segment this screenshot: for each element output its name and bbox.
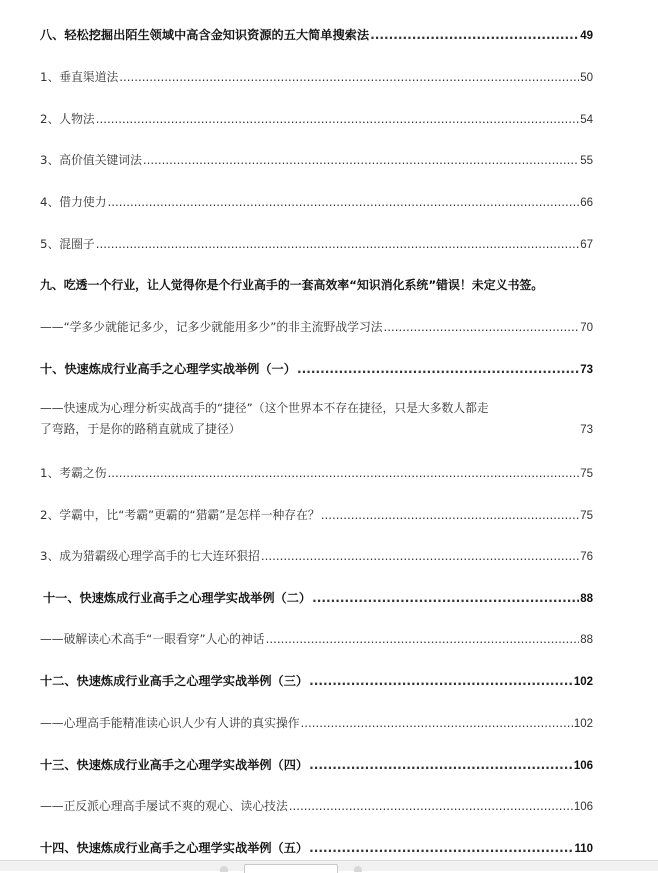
toc-page-number: 49 [580,30,593,42]
leader-dots [309,674,573,688]
leader-dots [108,195,580,209]
toc-page-number: 106 [573,801,593,813]
toc-entry-8-1[interactable] [40,68,593,85]
leader-dots [261,549,579,563]
toc-entry-8-3[interactable] [40,151,593,168]
toc-title: 2、人物法 [40,112,95,126]
leader-dots [301,716,573,730]
leader-dots [321,508,580,522]
leader-dots [309,841,573,855]
toc-entry-8-4[interactable] [40,193,593,210]
toc-page-number: 75 [580,468,593,480]
toc-page-number: 110 [574,843,593,855]
toc-page-number: 50 [580,72,593,84]
toc-page-number: 76 [580,551,593,563]
toc-title: 九、吃透一个行业，让人觉得你是个行业高手的一套高效率“知识消化系统”错误！未定义书签。 [40,278,544,292]
toc-title: 4、借力使力 [40,195,107,209]
toc-page-number: 66 [580,197,593,209]
toc-title: 3、成为猎霸级心理学高手的七大连环狠招 [40,549,260,563]
toc-title: 十一、快速炼成行业高手之心理学实战举例（二） [43,591,312,605]
leader-dots [266,632,580,646]
toc-heading-10[interactable] [40,360,593,377]
toc-page-number: 88 [580,593,593,605]
toc-entry-13-sub[interactable] [40,797,593,814]
toc-entry-11-sub[interactable] [40,630,593,647]
toc-title: 3、高价值关键词法 [40,153,142,167]
toc-heading-14[interactable] [40,839,593,856]
toc-page-number: 88 [580,634,593,646]
toc-entry-10-3[interactable] [40,547,593,564]
toc-title: ——正反派心理高手屡试不爽的观心、读心技法 [40,799,288,813]
leader-dots [312,591,579,605]
toc-title: 1、考霸之伤 [40,466,107,480]
toc-page-number: 102 [573,676,593,688]
toc-entry-10-sub[interactable] [40,398,593,441]
toc-page-number: 106 [573,760,593,772]
toc-page-number: 54 [580,114,593,126]
leader-dots [96,112,580,126]
toc-heading-9[interactable] [40,276,543,293]
toc-heading-8[interactable] [40,26,593,43]
toc-title: 5、混圈子 [40,237,95,251]
toc-title: 2、学霸中，比“考霸”更霸的“猎霸”是怎样一种存在？ [40,508,320,522]
toc-page-number: 55 [580,155,593,167]
toc-page-number: 70 [580,322,593,334]
toc-heading-12[interactable] [40,672,593,689]
toc-page-number: 102 [573,718,593,730]
toc-title: ——“学多少就能记多少，记多少就能用多少”的非主流野战学习法 [40,320,383,334]
toc-title: ——心理高手能精准读心识人少有人讲的真实操作 [40,716,300,730]
toc-entry-10-2[interactable] [40,506,593,523]
toc-entry-9-sub[interactable] [40,318,593,335]
toc-entry-8-5[interactable] [40,235,593,252]
toc-entry-12-sub[interactable] [40,714,593,731]
toc-heading-11[interactable] [43,589,593,606]
toc-page-number: 73 [580,364,593,376]
toc-title-line1: ——快速成为心理分析实战高手的“捷径”（这个世界本不存在捷径，只是大多数人都走 [40,401,489,415]
leader-dots [119,70,579,84]
leader-dots [297,362,579,376]
leader-dots [384,320,580,334]
toc-title-line2: 了弯路，于是你的路稍直就成了捷径） [40,422,241,436]
toc-title: 十二、快速炼成行业高手之心理学实战举例（三） [40,674,309,688]
leader-dots [309,758,573,772]
leader-dots [289,799,573,813]
toc-page-number: 75 [580,510,593,522]
toc-title: 十三、快速炼成行业高手之心理学实战举例（四） [40,758,309,772]
toc-page-number: 73 [580,424,593,436]
toc-entry-10-1[interactable] [40,464,593,481]
next-page-button[interactable] [354,866,362,872]
previous-page-button[interactable] [220,866,228,872]
toc-heading-13[interactable] [40,756,593,773]
leader-dots [370,28,579,42]
toc-title: 1、垂直渠道法 [40,70,119,84]
toc-title: ——破解读心术高手“一眼看穿”人心的神话 [40,632,265,646]
toc-title: 十、快速炼成行业高手之心理学实战举例（一） [40,362,296,376]
leader-dots [108,466,580,480]
leader-dots [143,153,579,167]
toc-title-line2-row [40,419,593,441]
toc-title: 十四、快速炼成行业高手之心理学实战举例（五） [40,841,309,855]
leader-dots [96,237,580,251]
page-number-box[interactable] [244,864,338,873]
toc-entry-8-2[interactable] [40,110,593,127]
toc-page-number: 67 [580,239,593,251]
toc-title: 八、轻松挖掘出陌生领域中高含金知识资源的五大简单搜索法 [40,28,370,42]
